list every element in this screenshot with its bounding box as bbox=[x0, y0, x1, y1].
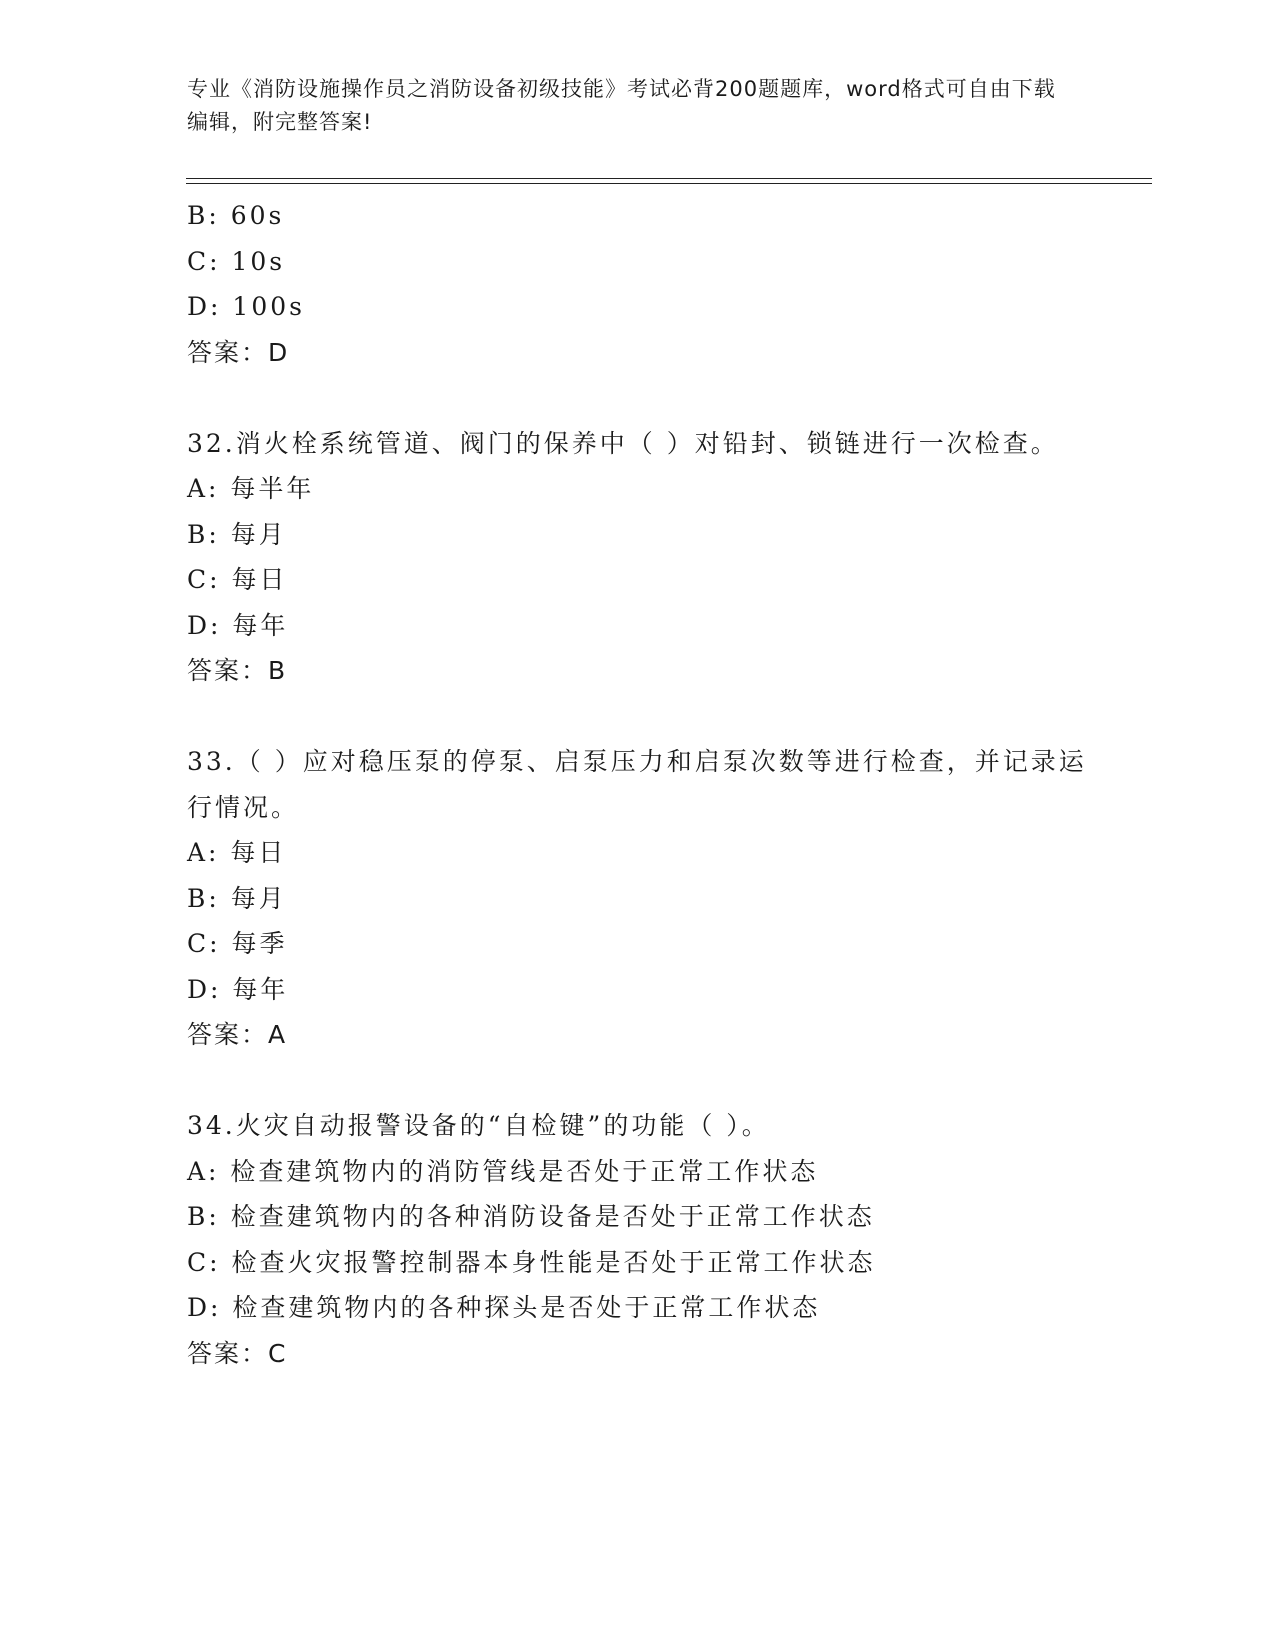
answer-line: 答案：B bbox=[187, 656, 288, 685]
option-d: D: 检查建筑物内的各种探头是否处于正常工作状态 bbox=[187, 1293, 821, 1322]
option-d: D: 每年 bbox=[187, 610, 289, 640]
question-stem: 34.火灾自动报警设备的“自检键”的功能（ ）。 bbox=[187, 1111, 770, 1140]
question-stem: 32.消火栓系统管道、阀门的保养中（ ）对铅封、锁链进行一次检查。 bbox=[187, 428, 1059, 458]
header-divider-bottom bbox=[186, 183, 1152, 184]
option-c: C: 每季 bbox=[187, 929, 288, 958]
option-a: A: 每日 bbox=[187, 838, 287, 867]
option-a: A: 每半年 bbox=[187, 474, 315, 503]
question-32 bbox=[187, 421, 1087, 694]
answer-line: 答案：C bbox=[187, 1338, 288, 1368]
document-header: 专业《消防设施操作员之消防设备初级技能》考试必背200题题库，word格式可自由下载编辑，附完整答案! bbox=[187, 77, 1056, 134]
header-divider-top bbox=[186, 178, 1152, 179]
option-b: B: 每月 bbox=[187, 519, 287, 549]
option-c: C: 每日 bbox=[187, 565, 288, 594]
option-d: D: 每年 bbox=[187, 974, 289, 1004]
question-33 bbox=[187, 739, 1087, 1058]
answer-line: 答案：A bbox=[187, 1020, 288, 1049]
option-b: B: 每月 bbox=[187, 883, 287, 913]
answer-line: 答案：D bbox=[187, 337, 290, 367]
option-c: C: 检查火灾报警控制器本身性能是否处于正常工作状态 bbox=[187, 1247, 876, 1277]
question-stem: 33.（ ）应对稳压泵的停泵、启泵压力和启泵次数等进行检查，并记录运行情况。 bbox=[187, 747, 1087, 822]
option-b: B: 60s bbox=[187, 201, 285, 230]
question-list bbox=[187, 193, 1087, 1376]
question-34 bbox=[187, 1103, 1087, 1376]
prev-question-tail bbox=[187, 193, 1087, 375]
option-d: D: 100s bbox=[187, 292, 305, 321]
option-c: C: 10s bbox=[187, 246, 286, 276]
option-a: A: 检查建筑物内的消防管线是否处于正常工作状态 bbox=[187, 1156, 819, 1186]
option-b: B: 检查建筑物内的各种消防设备是否处于正常工作状态 bbox=[187, 1202, 875, 1231]
